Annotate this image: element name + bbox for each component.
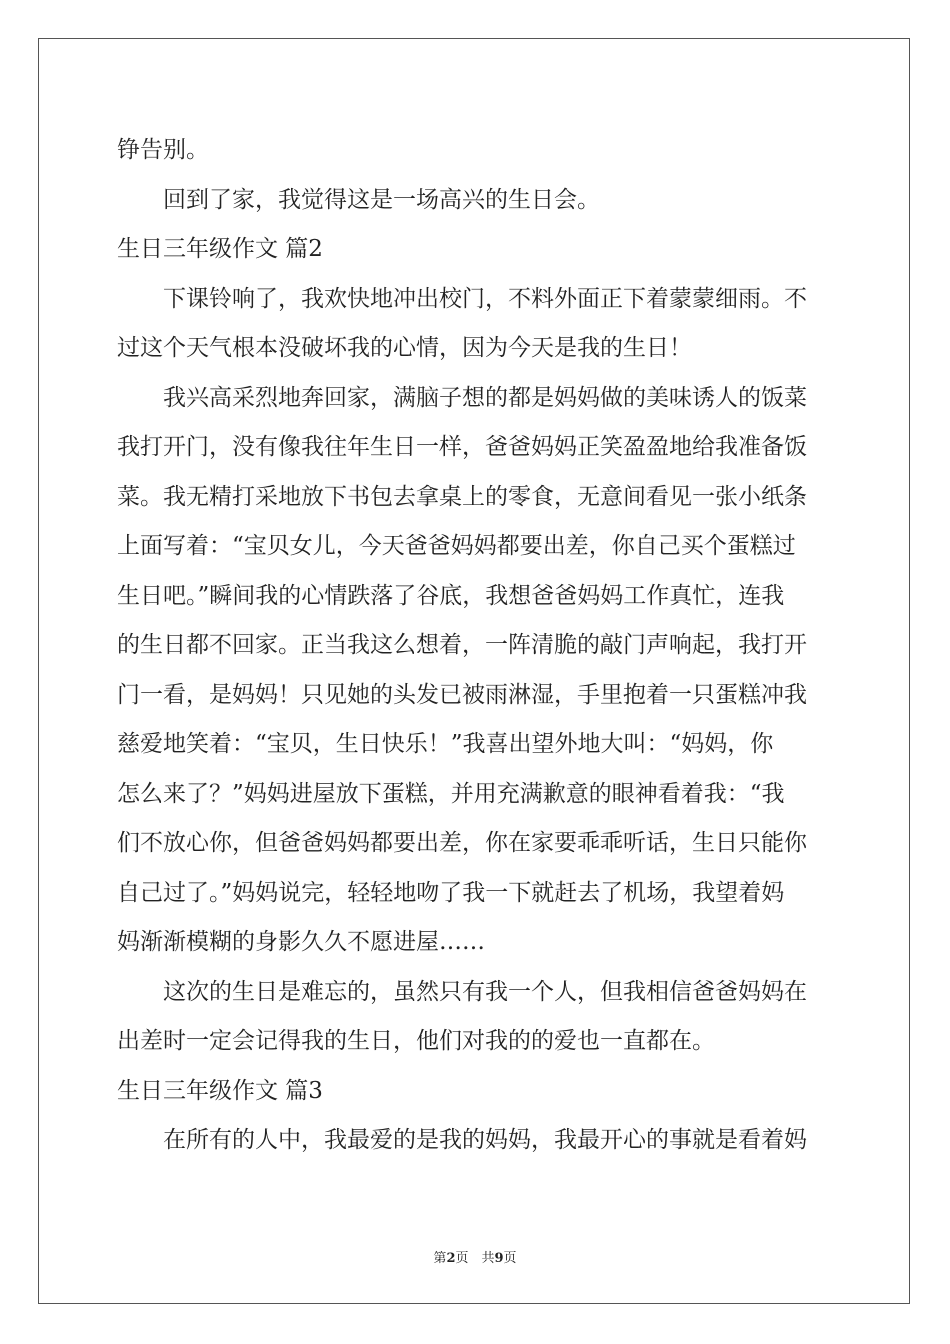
text-line: 门一看，是妈妈！只见她的头发已被雨淋湿，手里抱着一只蛋糕冲我 (117, 681, 807, 708)
paragraph-start: 我兴高采烈地奔回家，满脑子想的都是妈妈做的美味诱人的饭菜 (163, 384, 807, 411)
paragraph-start: 在所有的人中，我最爱的是我的妈妈，我最开心的事就是看着妈 (163, 1127, 807, 1153)
text-line: 铮告别。 (117, 137, 209, 163)
text-line: 我打开门，没有像我往年生日一样，爸爸妈妈正笑盈盈地给我准备饭 (117, 434, 807, 460)
text-line: 慈爱地笑着：“宝贝，生日快乐！”我喜出望外地大叫：“妈妈，你 (117, 731, 774, 757)
paragraph-start: 这次的生日是难忘的，虽然只有我一个人，但我相信爸爸妈妈在 (163, 978, 807, 1005)
text-line: 菜。我无精打采地放下书包去拿桌上的零食，无意间看见一张小纸条 (117, 483, 807, 510)
text-line: 的生日都不回家。正当我这么想着，一阵清脆的敲门声响起，我打开 (117, 632, 807, 658)
section-heading: 生日三年级作文 篇2 (117, 236, 323, 262)
text-line: 妈渐渐模糊的身影久久不愿进屋…… (117, 929, 485, 955)
text-line: 过这个天气根本没破坏我的心情，因为今天是我的生日！ (117, 335, 692, 361)
footer-suffix: 页 (503, 1251, 517, 1266)
current-page-number: 2 (446, 1251, 456, 1266)
text-line: 怎么来了？”妈妈进屋放下蛋糕，并用充满歉意的眼神看着我：“我 (117, 780, 785, 807)
footer-mid: 页 共 (455, 1251, 495, 1266)
footer-prefix: 第 (433, 1251, 447, 1266)
text-line: 们不放心你，但爸爸妈妈都要出差，你在家要乖乖听话，生日只能你 (117, 830, 807, 856)
paragraph-start: 回到了家，我觉得这是一场高兴的生日会。 (163, 186, 600, 213)
total-page-number: 9 (494, 1251, 504, 1266)
paragraph-start: 下课铃响了，我欢快地冲出校门，不料外面正下着蒙蒙细雨。不 (163, 285, 807, 312)
text-line: 生日吧。”瞬间我的心情跌落了谷底，我想爸爸妈妈工作真忙，连我 (117, 582, 785, 609)
page-footer (0, 1247, 950, 1266)
text-line: 上面写着：“宝贝女儿，今天爸爸妈妈都要出差，你自己买个蛋糕过 (117, 533, 796, 559)
section-heading: 生日三年级作文 篇3 (117, 1077, 323, 1104)
document-body (117, 126, 833, 1166)
text-line: 自己过了。”妈妈说完，轻轻地吻了我一下就赶去了机场，我望着妈 (117, 879, 785, 906)
text-line: 出差时一定会记得我的生日，他们对我的的爱也一直都在。 (117, 1028, 715, 1054)
